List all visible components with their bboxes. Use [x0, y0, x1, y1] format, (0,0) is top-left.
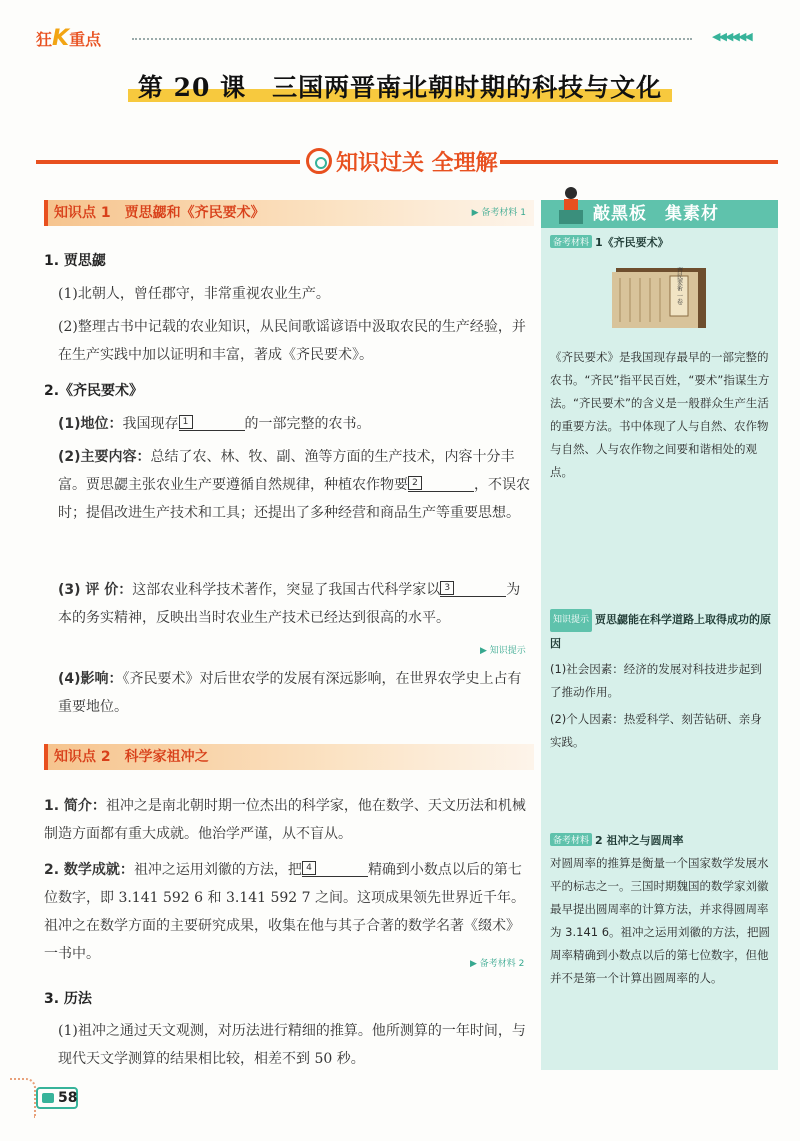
knowledge-tip-link[interactable]: ▶ 知识提示 [480, 646, 526, 656]
material-1-heading: 备考材料 1《齐民要术》 [550, 234, 669, 250]
brand-logo: 狂K重点 [36, 26, 102, 51]
ref-material-link[interactable]: ▶ 备考材料 2 [470, 959, 525, 969]
section-swirl-icon [306, 148, 332, 174]
page-corner-decoration [10, 1078, 36, 1118]
section-rule-right [500, 160, 778, 164]
paragraph-math: 2. 数学成就：祖冲之运用刘徽的方法，把 4 精确到小数点以后的第七位数字，即 3.141 592 6 和 3.141 592 7 之间。这项成果领先世界近千年。祖冲之在数学方面的主要研究成果，收集在他与其子合著的数学名著《缀术》一书中。 [44, 862, 526, 962]
knowledge-point-2-header: 知识点 2 科学家祖冲之 [44, 744, 534, 770]
paragraph-impact: (4)影响：《齐民要术》对后世农学的发展有深远影响，在世界农学史上占有重要地位。 [58, 671, 522, 715]
tip-text-1: (1)社会因素：经济的发展对科技进步起到了推动作用。 [550, 662, 762, 699]
lesson-title: 第 20 课 三国两晋南北朝时期的科技与文化 [0, 68, 800, 104]
header-arrows-icon: ◀◀◀◀◀◀ [712, 30, 751, 43]
book-image [610, 264, 710, 332]
knowledge-point-1-header: 知识点 1 贾思勰和《齐民要术》 ▶ 备考材料 1 [44, 200, 534, 226]
paragraph-calendar: (1)祖冲之通过天文观测，对历法进行精细的推算。他所测算的一年时间，与现代天文学测算的结果相比较，相差不到 50 秒。 [58, 1023, 526, 1067]
material-2-text: 对圆周率的推算是衡量一个国家数学发展水平的标志之一。三国时期魏国的数学家刘徽最早提出圆周率的计算方法，并求得圆周率为 3.141 6。祖冲之运用刘徽的方法，把圆周率精确到小数点以后的第七位数字，但他并不是第一个计算出圆周率的人。 [550, 856, 771, 985]
page-number: 58 [36, 1087, 78, 1109]
fill-blank[interactable]: 3 [440, 581, 506, 597]
sidebar-header: 敲黑板 集素材 [541, 200, 778, 228]
header-divider [132, 38, 692, 40]
ref-material-link[interactable]: ▶ 备考材料 1 [471, 208, 526, 218]
heading-jia-sixie: 1. 贾思勰 [44, 253, 106, 269]
fill-blank[interactable]: 4 [302, 861, 368, 877]
fill-blank[interactable]: 2 [408, 476, 474, 492]
heading-calendar: 3. 历法 [44, 991, 92, 1007]
teacher-board-icon [557, 186, 585, 226]
tip-heading: 知识提示 贾思勰能在科学道路上取得成功的原因 [550, 608, 772, 655]
paragraph: (1)北朝人，曾任郡守，非常重视农业生产。 [58, 286, 330, 302]
material-2-heading: 备考材料 2 祖冲之与圆周率 [550, 832, 684, 848]
paragraph-status: (1)地位：我国现存 1 的一部完整的农书。 [58, 416, 371, 432]
sidebar-panel [541, 200, 778, 1070]
section-rule-left [36, 160, 300, 164]
material-1-text: 《齐民要术》是我国现存最早的一部完整的农书。“齐民”指平民百姓，“要术”指谋生方法。“齐民要术”的含义是一般群众生产生活的重要方法。书中体现了人与自然、农作物与自然、人与农作物之间要和谐相处的观点。 [550, 350, 770, 479]
paragraph-content: (2)主要内容：总结了农、林、牧、副、渔等方面的生产技术，内容十分丰富。贾思勰主张农业生产要遵循自然规律，种植农作物要 2 ，不误农时；提倡改进生产技术和工具；还提出了多种经营和商品生产等重要思想。 [58, 449, 530, 521]
paragraph-evaluation: (3) 评 价：这部农业科学技术著作，突显了我国古代科学家以 3 为本的务实精神，反映出当时农业生产技术已经达到很高的水平。 [58, 582, 521, 626]
fill-blank[interactable]: 1 [179, 415, 245, 431]
heading-qimin-yaoshu: 2.《齐民要术》 [44, 383, 144, 399]
paragraph: (2)整理古书中记载的农业知识，从民间歌谣谚语中汲取农民的生产经验，并在生产实践中加以证明和丰富，著成《齐民要术》。 [58, 319, 526, 363]
paragraph-intro: 1. 简介：祖冲之是南北朝时期一位杰出的科学家，他在数学、天文历法和机械制造方面都有重大成就。他治学严谨，从不盲从。 [44, 798, 526, 842]
book-cover-text: 齊民要術 一卷 [675, 267, 683, 305]
tip-text-2: (2)个人因素：热爱科学、刻苦钻研、亲身实践。 [550, 712, 762, 749]
section-title: 知识过关 全理解 [306, 146, 498, 177]
